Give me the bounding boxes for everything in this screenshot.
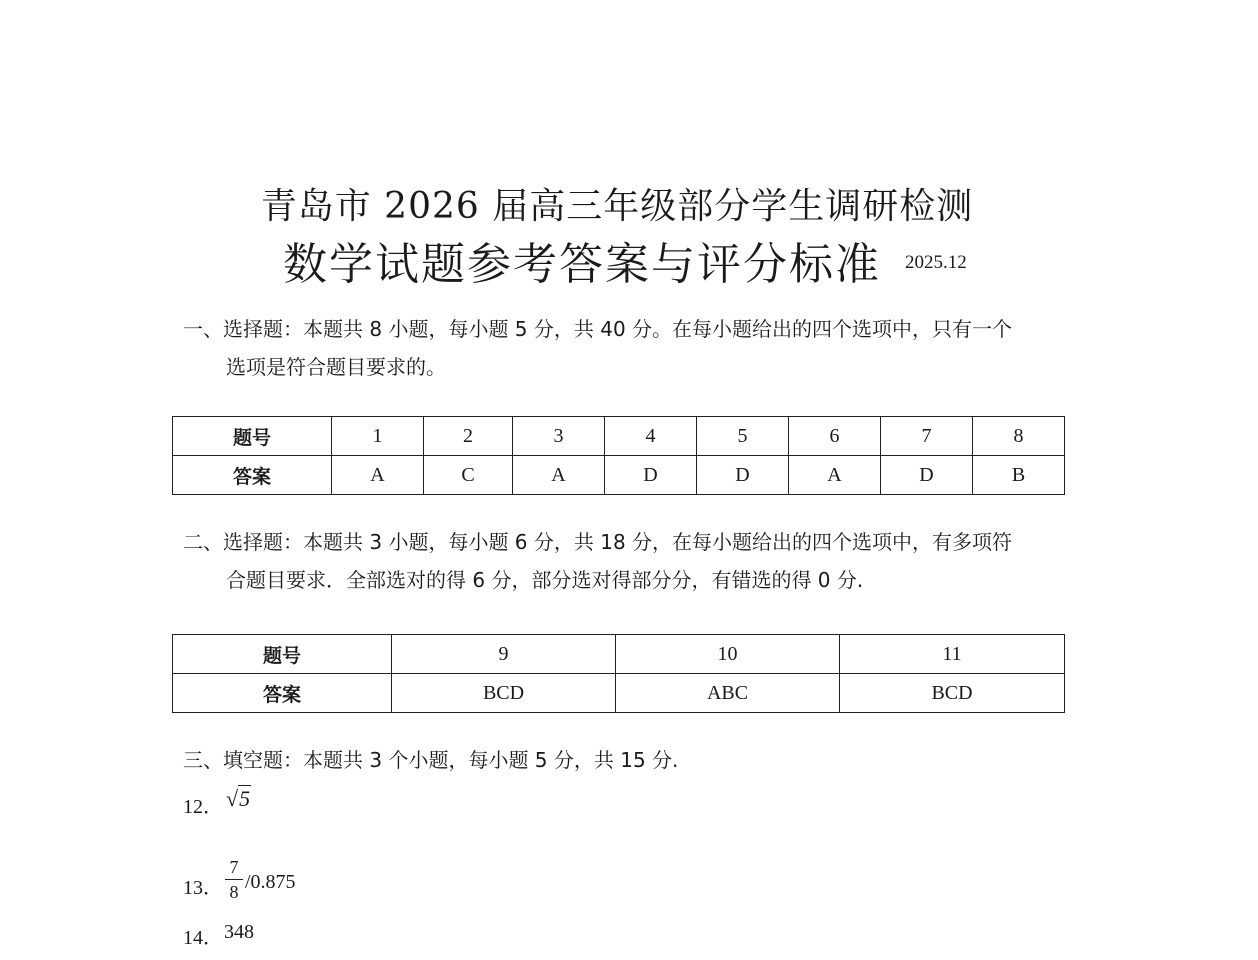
section2-line2: 合题目要求．全部选对的得 6 分，部分选对得部分分，有错选的得 0 分. [226, 568, 864, 592]
answer-cell: D [881, 456, 973, 495]
q14-label: 14． [183, 927, 223, 949]
answer-cell: A [513, 456, 605, 495]
question-number: 10 [616, 635, 840, 674]
question-number: 1 [332, 417, 424, 456]
row-label: 题号 [173, 417, 332, 456]
answer-cell: D [697, 456, 789, 495]
document-date: 2025.12 [905, 252, 967, 273]
question-number: 6 [789, 417, 881, 456]
q13-fraction [225, 856, 243, 903]
question-number: 11 [840, 635, 1065, 674]
question-number: 7 [881, 417, 973, 456]
q13-numerator: 7 [229, 857, 239, 877]
section1-instructions [183, 310, 1063, 386]
q12-answer [226, 786, 251, 812]
q12-label: 12． [183, 796, 223, 818]
question-number: 3 [513, 417, 605, 456]
section3-instructions: 三、填空题：本题共 3 个小题，每小题 5 分，共 15 分. [183, 748, 679, 772]
table-row [173, 635, 1065, 674]
question-number: 8 [973, 417, 1065, 456]
answer-cell: D [605, 456, 697, 495]
sqrt-sign-icon: √ [226, 786, 239, 811]
section1-answer-table [172, 416, 1065, 495]
section2-answer-table [172, 634, 1065, 713]
table-row [173, 674, 1065, 713]
answer-cell: BCD [840, 674, 1065, 713]
q13-decimal: /0.875 [245, 871, 296, 893]
row-label: 题号 [173, 635, 392, 674]
question-number: 5 [697, 417, 789, 456]
q13-label: 13． [183, 877, 223, 899]
table-row [173, 456, 1065, 495]
q14-answer: 348 [224, 921, 254, 943]
section2-line1: 二、选择题：本题共 3 小题，每小题 6 分，共 18 分，在每小题给出的四个选项中，有多项符 [183, 530, 1013, 554]
section1-line2: 选项是符合题目要求的。 [226, 355, 446, 379]
q13-denominator: 8 [229, 882, 239, 902]
row-label: 答案 [173, 674, 392, 713]
answer-cell: ABC [616, 674, 840, 713]
question-number: 4 [605, 417, 697, 456]
document-subtitle: 数学试题参考答案与评分标准 [283, 239, 881, 290]
table-row [173, 417, 1065, 456]
exam-title: 青岛市 2026 届高三年级部分学生调研检测 [260, 186, 974, 227]
answer-cell: A [332, 456, 424, 495]
question-number: 2 [424, 417, 513, 456]
answer-cell: A [789, 456, 881, 495]
row-label: 答案 [173, 456, 332, 495]
answer-cell: C [424, 456, 513, 495]
question-number: 9 [392, 635, 616, 674]
answer-cell: BCD [392, 674, 616, 713]
fraction-bar [225, 879, 243, 880]
q12-radicand: 5 [239, 786, 251, 811]
answer-cell: B [973, 456, 1065, 495]
section1-line1: 一、选择题：本题共 8 小题，每小题 5 分，共 40 分。在每小题给出的四个选项中，只有一个 [183, 317, 1013, 341]
section2-instructions [183, 523, 1063, 599]
